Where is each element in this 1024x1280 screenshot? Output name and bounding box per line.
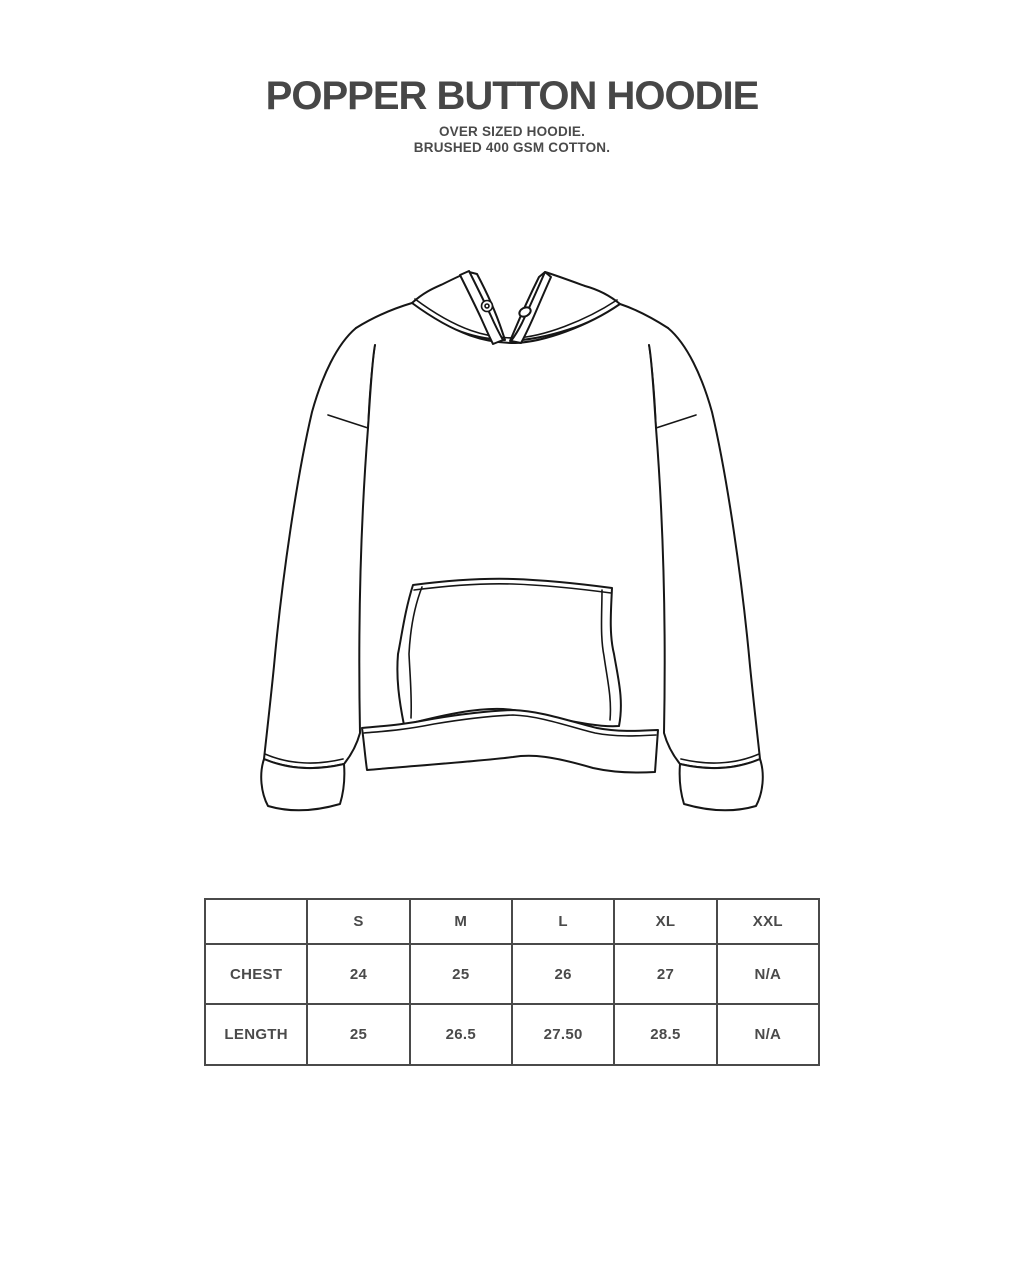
page-subtitle	[0, 124, 1024, 156]
chest-s-value: 24	[307, 944, 409, 1004]
chest-l-value: 26	[512, 944, 614, 1004]
left-sleeve	[264, 328, 375, 768]
chest-xl-value: 27	[614, 944, 716, 1004]
size-column-l: L	[512, 899, 614, 944]
size-chart-corner-cell	[205, 899, 307, 944]
length-xxl-value: N/A	[717, 1004, 819, 1065]
right-sleeve	[649, 328, 760, 768]
length-m-value: 26.5	[410, 1004, 512, 1065]
chest-xxl-value: N/A	[717, 944, 819, 1004]
size-column-m: M	[410, 899, 512, 944]
kangaroo-pocket	[397, 579, 621, 726]
popper-snap-ring-inner	[485, 304, 489, 308]
size-column-s: S	[307, 899, 409, 944]
chest-row	[205, 944, 819, 1004]
subtitle-line-1: OVER SIZED HOODIE.	[438, 124, 586, 139]
length-xl-value: 28.5	[614, 1004, 716, 1065]
size-chart-table	[204, 898, 820, 1066]
page-title: POPPER BUTTON HOODIE	[265, 74, 759, 118]
hoodie-technical-drawing	[252, 248, 772, 828]
length-row-label: LENGTH	[205, 1004, 307, 1065]
size-column-xl: XL	[614, 899, 716, 944]
size-chart-header-row	[205, 899, 819, 944]
subtitle-line-2: BRUSHED 400 GSM COTTON.	[413, 140, 611, 155]
hoodie-flat-sketch-svg	[252, 248, 772, 828]
length-row	[205, 1004, 819, 1065]
length-l-value: 27.50	[512, 1004, 614, 1065]
size-column-xxl: XXL	[717, 899, 819, 944]
chest-row-label: CHEST	[205, 944, 307, 1004]
length-s-value: 25	[307, 1004, 409, 1065]
chest-m-value: 25	[410, 944, 512, 1004]
